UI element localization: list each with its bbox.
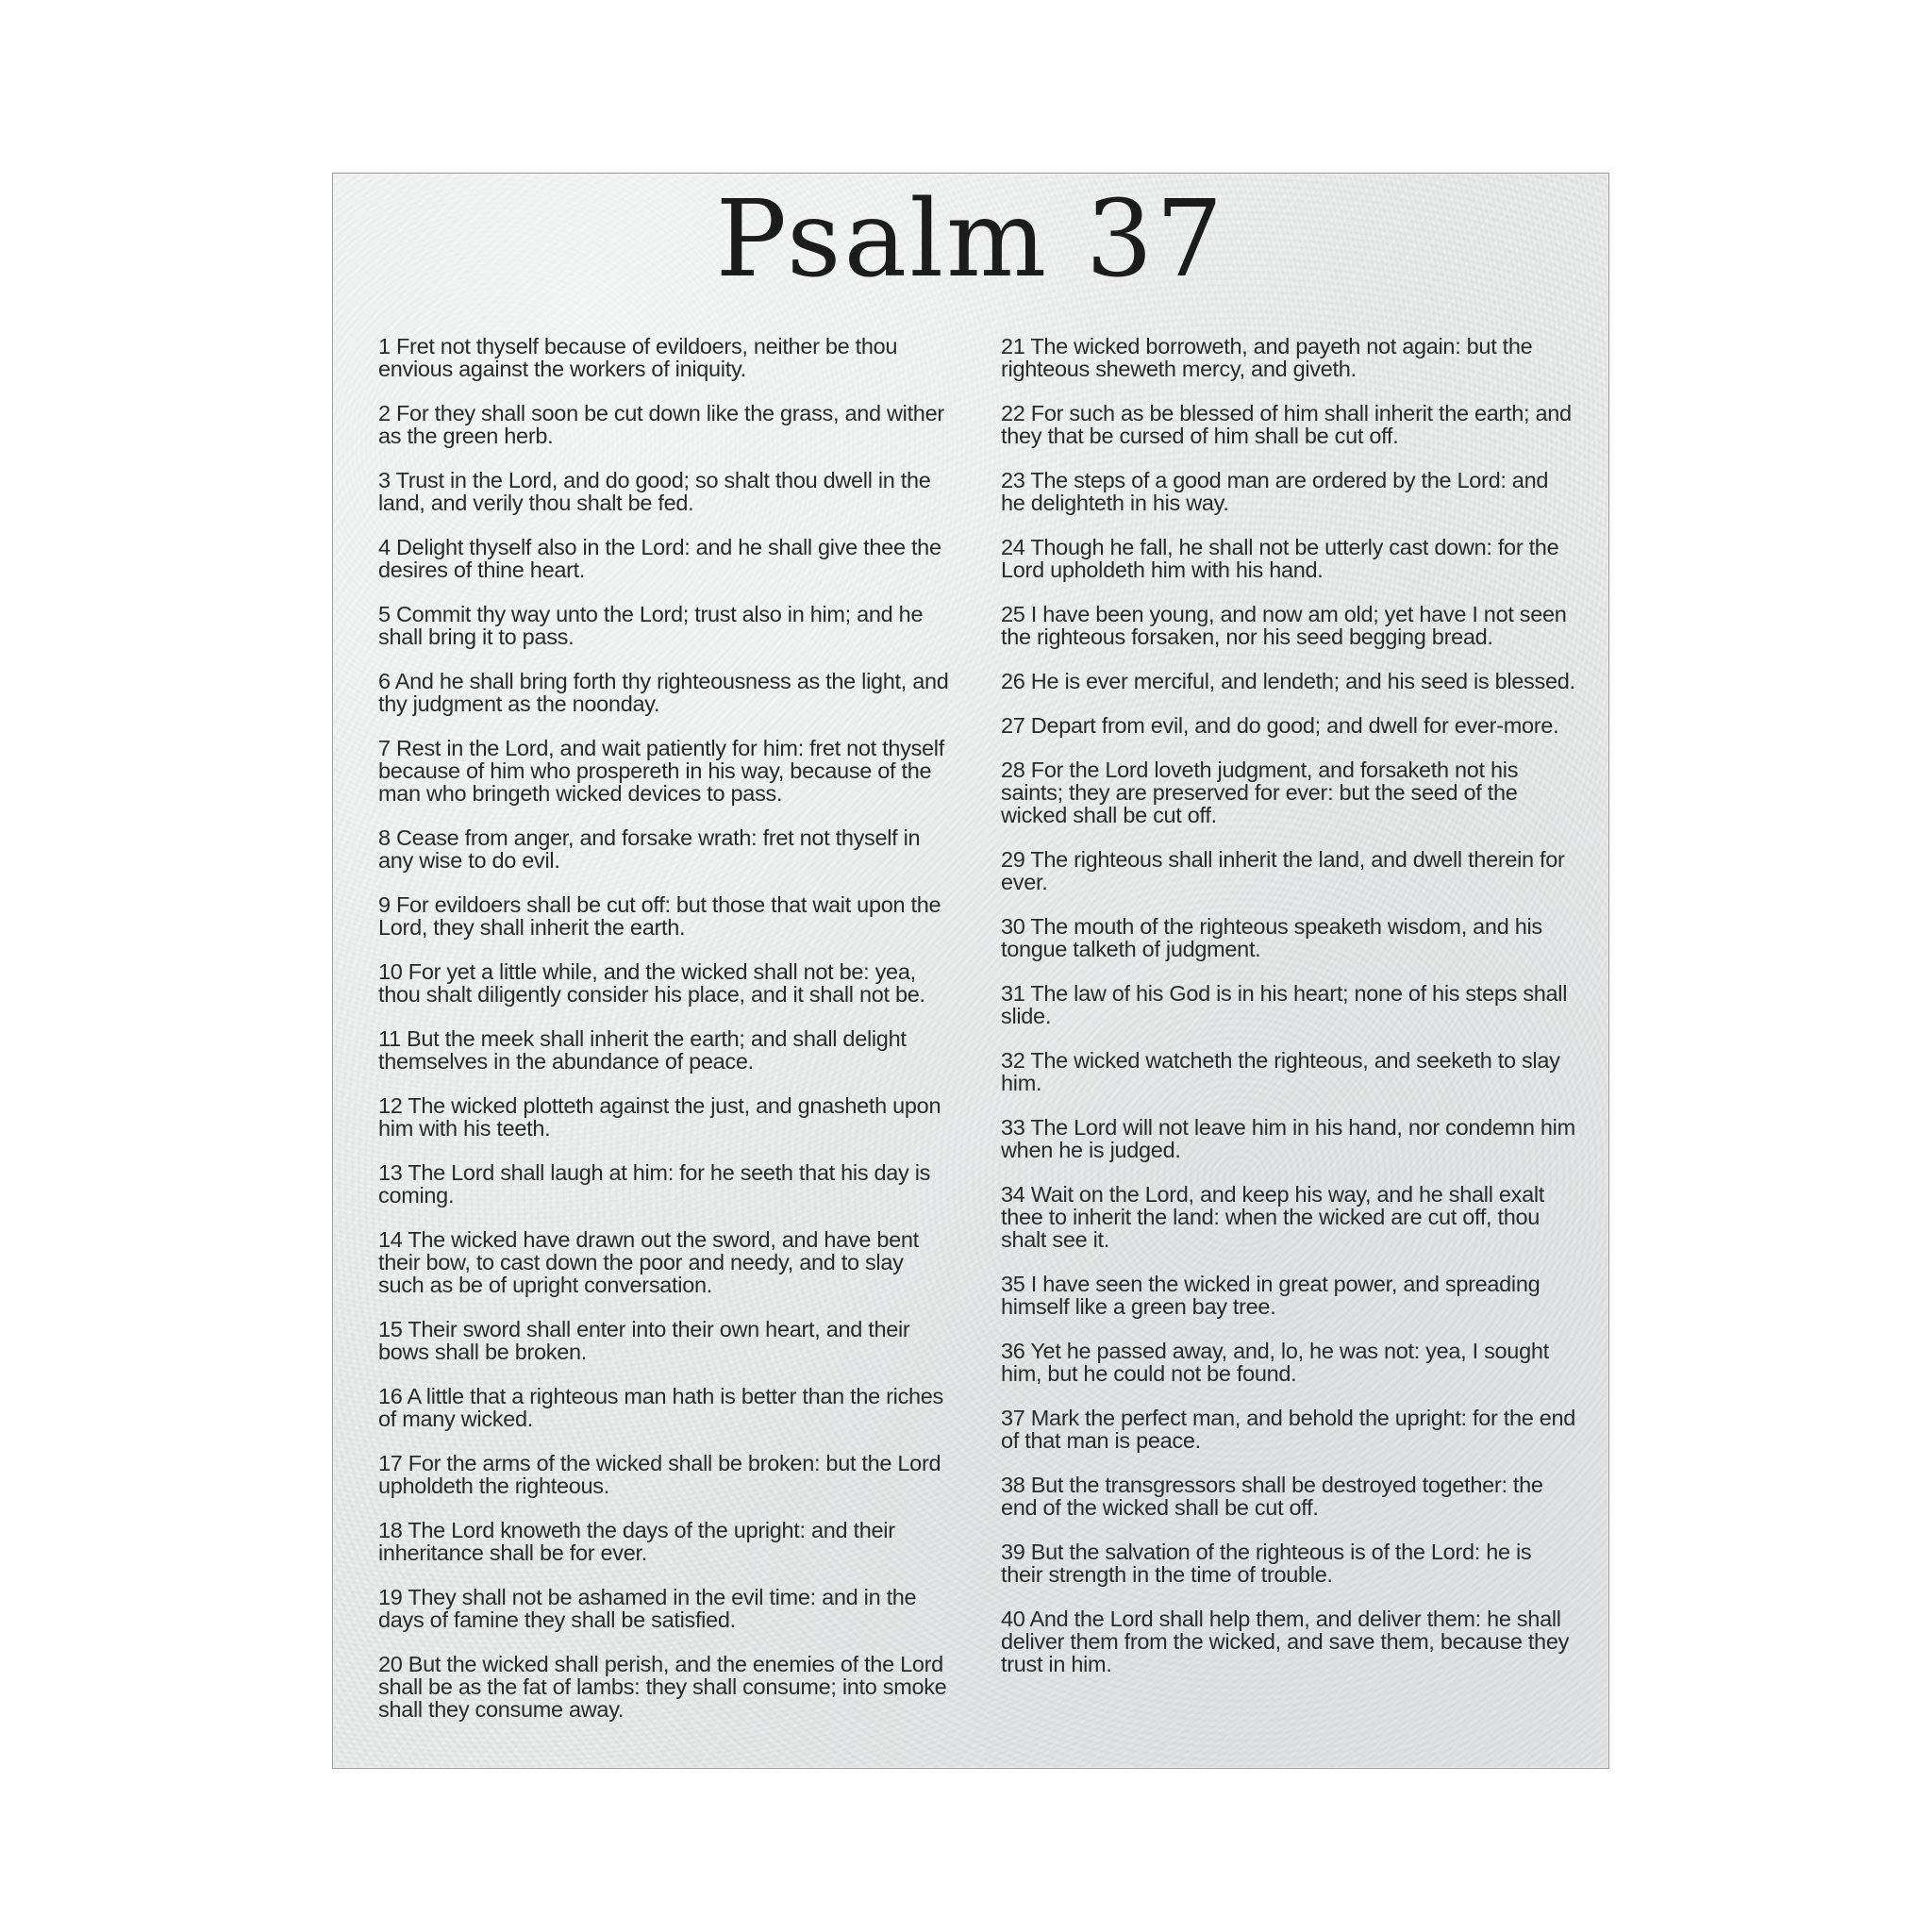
verse-columns xyxy=(378,335,1576,1742)
page-title: Psalm 37 xyxy=(715,178,1226,301)
verse: 37 Mark the perfect man, and behold the upright: for the end of that man is peace. xyxy=(1001,1406,1576,1453)
verse: 7 Rest in the Lord, and wait patiently for him: fret not thyself because of him who prospereth in his way, because of the man who bringeth wicked devices to pass. xyxy=(378,736,944,806)
verse: 34 Wait on the Lord, and keep his way, and he shall exalt thee to inherit the land: when the wicked are cut off, thou shalt see it. xyxy=(1001,1182,1544,1252)
right-column xyxy=(1001,335,1576,1742)
verse: 27 Depart from evil, and do good; and dwell for ever-more. xyxy=(1001,713,1559,738)
verse: 24 Though he fall, he shall not be utterly cast down: for the Lord upholdeth him with his hand. xyxy=(1001,535,1559,582)
verse: 13 The Lord shall laugh at him: for he seeth that his day is coming. xyxy=(378,1160,931,1208)
verse: 20 But the wicked shall perish, and the enemies of the Lord shall be as the fat of lambs: they shall consume; into smoke shall they consume away. xyxy=(378,1652,947,1722)
verse: 8 Cease from anger, and forsake wrath: fret not thyself in any wise to do evil. xyxy=(378,825,921,873)
verse: 36 Yet he passed away, and, lo, he was not: yea, I sought him, but he could not be found. xyxy=(1001,1339,1549,1386)
verse: 11 But the meek shall inherit the earth; and shall delight themselves in the abundance of peace. xyxy=(378,1026,907,1074)
verse: 22 For such as be blessed of him shall inherit the earth; and they that be cursed of him shall be cut off. xyxy=(1001,401,1572,448)
verse: 21 The wicked borroweth, and payeth not again: but the righteous sheweth mercy, and giveth. xyxy=(1001,334,1533,381)
verse: 17 For the arms of the wicked shall be broken: but the Lord upholdeth the righteous. xyxy=(378,1451,941,1498)
verse: 25 I have been young, and now am old; yet have I not seen the righteous forsaken, nor his seed begging bread. xyxy=(1001,602,1567,649)
verse: 14 The wicked have drawn out the sword, and have bent their bow, to cast down the poor and needy, and to slay such as be of upright conversation. xyxy=(378,1227,919,1297)
verse: 30 The mouth of the righteous speaketh wisdom, and his tongue talketh of judgment. xyxy=(1001,914,1542,961)
verse: 40 And the Lord shall help them, and deliver them: he shall deliver them from the wicked, and save them, because they trust in him. xyxy=(1001,1607,1570,1676)
verse: 15 Their sword shall enter into their own heart, and their bows shall be broken. xyxy=(378,1317,910,1364)
verse: 6 And he shall bring forth thy righteousness as the light, and thy judgment as the noonday. xyxy=(378,669,949,716)
verse: 5 Commit thy way unto the Lord; trust also in him; and he shall bring it to pass. xyxy=(378,602,924,649)
verse: 16 A little that a righteous man hath is better than the riches of many wicked. xyxy=(378,1384,944,1431)
verse: 33 The Lord will not leave him in his hand, nor condemn him when he is judged. xyxy=(1001,1115,1575,1162)
verse: 18 The Lord knoweth the days of the upright: and their inheritance shall be for ever. xyxy=(378,1518,895,1565)
verse: 35 I have seen the wicked in great power, and spreading himself like a green bay tree. xyxy=(1001,1272,1541,1319)
verse: 23 The steps of a good man are ordered by the Lord: and he delighteth in his way. xyxy=(1001,468,1549,515)
verse: 28 For the Lord loveth judgment, and forsaketh not his saints; they are preserved for ever: but the seed of the wicked shall be cut off. xyxy=(1001,758,1519,827)
verse: 10 For yet a little while, and the wicked shall not be: yea, thou shalt diligently consider his place, and it shall not be. xyxy=(378,959,925,1007)
verse: 4 Delight thyself also in the Lord: and he shall give thee the desires of thine heart. xyxy=(378,535,941,582)
verse: 32 The wicked watcheth the righteous, and seeketh to slay him. xyxy=(1001,1048,1560,1095)
verse: 26 He is ever merciful, and lendeth; and his seed is blessed. xyxy=(1001,669,1575,693)
verse: 19 They shall not be ashamed in the evil time: and in the days of famine they shall be satisfied. xyxy=(378,1585,917,1632)
verse: 3 Trust in the Lord, and do good; so shalt thou dwell in the land, and verily thou shalt be fed. xyxy=(378,468,931,515)
verse: 31 The law of his God is in his heart; none of his steps shall slide. xyxy=(1001,981,1568,1028)
canvas-print xyxy=(332,173,1609,1769)
verse: 12 The wicked plotteth against the just, and gnasheth upon him with his teeth. xyxy=(378,1093,941,1141)
verse: 2 For they shall soon be cut down like the grass, and wither as the green herb. xyxy=(378,401,944,448)
verse: 29 The righteous shall inherit the land, and dwell therein for ever. xyxy=(1001,847,1565,894)
verse: 38 But the transgressors shall be destroyed together: the end of the wicked shall be cut off. xyxy=(1001,1473,1543,1520)
left-column xyxy=(378,335,954,1742)
verse: 9 For evildoers shall be cut off: but those that wait upon the Lord, they shall inherit the earth. xyxy=(378,892,941,940)
verse: 1 Fret not thyself because of evildoers, neither be thou envious against the workers of iniquity. xyxy=(378,334,898,381)
verse: 39 But the salvation of the righteous is of the Lord: he is their strength in the time of trouble. xyxy=(1001,1540,1532,1587)
